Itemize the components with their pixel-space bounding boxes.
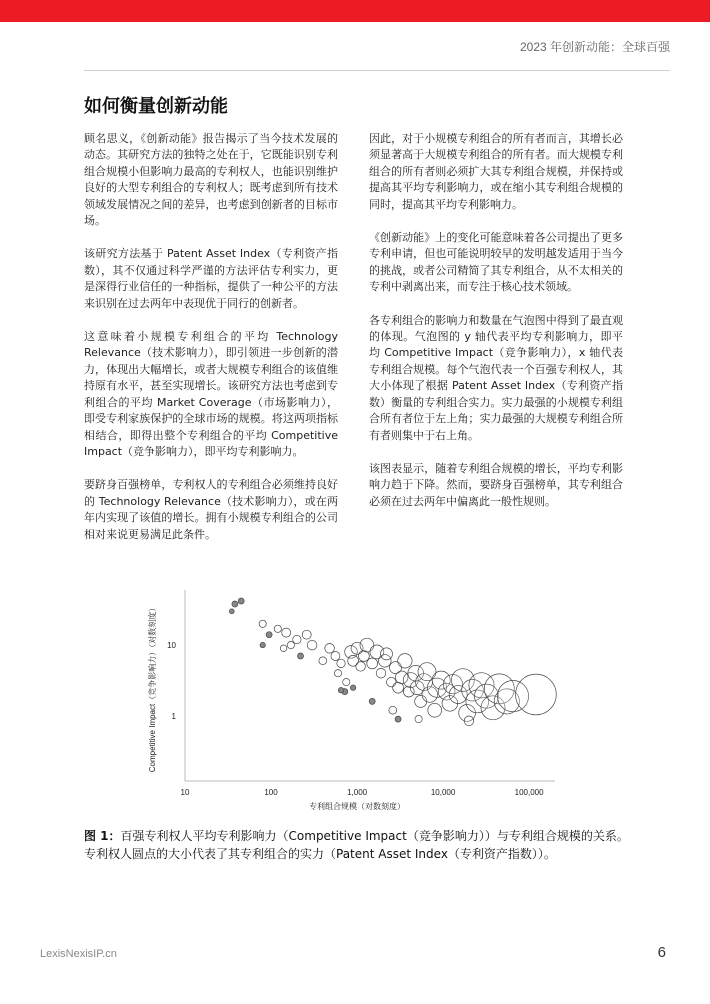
bubble-point	[337, 659, 345, 667]
bubble-point	[334, 670, 341, 677]
bubble-point	[266, 632, 272, 638]
bubble-point	[395, 716, 401, 722]
bubble-point	[229, 609, 234, 614]
x-tick-label: 10,000	[430, 788, 456, 797]
bubble-point	[464, 716, 474, 726]
bubble-point	[356, 662, 366, 672]
y-tick-label: 10	[167, 641, 176, 651]
paragraph: 顾名思义，《创新动能》报告揭示了当今技术发展的动态。其研究方法的独特之处在于，它既能识别专利组合规模小但影响力最高的专利权人，也能识别维护良好的大型专利组合的专利权人；既考虑到所有技术领域发展情况之间的差异，也考虑到创新者的目标市场。	[84, 132, 338, 228]
bubble-point	[319, 657, 327, 665]
paragraph: 《创新动能》上的变化可能意味着各公司提出了更多专利申请，但也可能说明较早的发明越发适用于当今的挑战，或者公司精简了其专利组合，从不太相关的专利中剥离出来，而专注于核心技术领域。	[369, 231, 623, 294]
top-accent-bar	[0, 0, 710, 22]
paragraph: 各专利组合的影响力和数量在气泡图中得到了最直观的体现。气泡图的 y 轴代表平均专利影响力，即平均 Competitive Impact（竞争影响力），x 轴代表专利组合规模。每个气泡代表一个百强专利权人，其大小体现了根据 Patent Asset Index（专利资产指数）衡量的专利组合实力。实力最强的小规模专利组合所有者位于左上角；实力最强的大规模专利组合所有者则集中于右上角。	[369, 313, 623, 442]
bubble-point	[325, 644, 335, 654]
paragraph: 因此，对于小规模专利组合的所有者而言，其增长必须显著高于大规模专利组合的所有者。而大规模专利组合的所有者则必须扩大其专利组合规模，并保持或提高其平均专利影响力，或在缩小其专利组合规模的同时，提高其平均专利影响力。	[369, 132, 623, 211]
bubble-point	[338, 688, 343, 693]
report-title: 2023 年创新动能：全球百强	[519, 40, 670, 54]
page-number: 6	[657, 944, 666, 961]
figure-caption	[84, 827, 629, 863]
bubble-point	[367, 658, 378, 669]
bubble-point	[232, 601, 238, 607]
bubble-layer	[229, 598, 556, 726]
bubble-point	[389, 706, 397, 714]
bubble-point	[260, 642, 265, 647]
bubble-point	[293, 635, 301, 643]
caption-text: 百强专利权人平均专利影响力（Competitive Impact（竞争影响力））与专利组合规模的关系。专利权人圆点的大小代表了其专利组合的实力（Patent Asset Index（专利资产指数））。	[84, 829, 629, 861]
y-axis-label: Competitive Impact（竞争影响力）（对数刻度）	[148, 603, 157, 773]
bubble-point	[282, 628, 291, 637]
left-column	[84, 131, 338, 560]
x-tick-label: 100	[264, 788, 278, 797]
x-tick-label: 10	[180, 788, 190, 797]
bubble-point	[287, 642, 294, 649]
bubble-point	[343, 679, 350, 686]
caption-label: 图 1：	[84, 829, 121, 843]
bubble-point	[428, 703, 442, 717]
bubble-point	[369, 698, 375, 704]
y-tick-labels	[167, 641, 176, 721]
bubble-point	[350, 685, 355, 690]
bubble-point	[376, 668, 386, 678]
paragraph: 要跻身百强榜单，专利权人的专利组合必须维持良好的 Technology Relevance（技术影响力），或在两年内实现了该值的增长。拥有小规模专利组合的公司相对来说更易满足此条件。	[84, 478, 338, 541]
bubble-point	[274, 625, 281, 632]
bubble-point	[398, 654, 412, 668]
bubble-point	[331, 652, 340, 661]
y-tick-label: 1	[171, 711, 176, 721]
bubble-point	[415, 716, 422, 723]
bubble-point	[302, 630, 311, 639]
bubble-chart	[140, 585, 560, 813]
footer-site: LexisNexisIP.cn	[40, 948, 117, 960]
paragraph: 该研究方法基于 Patent Asset Index（专利资产指数），其不仅通过科学严谨的方法评估专利实力，更是深得行业信任的一种指标，提供了一种公平的方法来识别在过去两年中表现优于同行的创新者。	[84, 247, 338, 310]
paragraph: 该图表显示，随着专利组合规模的增长，平均专利影响力趋于下降。然而，要跻身百强榜单，其专利组合必须在过去两年中偏离此一般性规则。	[369, 461, 623, 508]
bubble-point	[298, 653, 304, 659]
bubble-point	[238, 598, 244, 604]
bubble-point	[280, 645, 287, 652]
header-divider	[84, 70, 670, 71]
bubble-point	[381, 648, 393, 660]
bubble-point	[516, 674, 557, 715]
x-tick-label: 1,000	[347, 788, 368, 797]
paragraph: 这意味着小规模专利组合的平均 Technology Relevance（技术影响力），即引领进一步创新的潜力，体现出大幅增长，或者大规模专利组合的该值维持原有水平，甚至实现增长。该研究方法也考虑到专利组合的平均 Market Coverage（市场影响力），即受专利家族保护的全球市场的规模。将这两项指标相结合，即得出整个专利组合的平均 Competitive Impact（竞争影响力），即平均专利影响力。	[84, 330, 338, 458]
right-column	[369, 131, 623, 527]
page-title: 如何衡量创新动能	[84, 96, 228, 117]
x-axis-label: 专利组合规模（对数刻度）	[309, 802, 405, 811]
x-tick-labels	[181, 788, 545, 797]
bubble-point	[259, 620, 266, 627]
x-tick-label: 100,000	[514, 788, 544, 797]
bubble-point	[307, 640, 317, 650]
